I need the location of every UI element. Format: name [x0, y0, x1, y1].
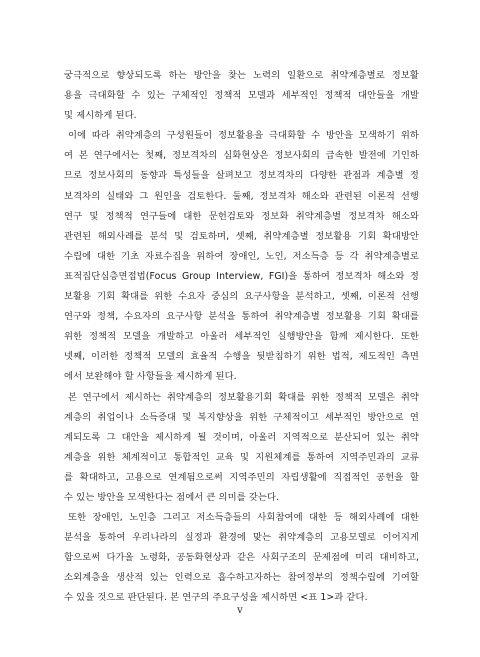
text-line: 넷째, 이러한 정책적 모델의 효율적 수행을 뒷받침하기 위한 법적, 제도적인 측면	[64, 351, 419, 363]
text-line: 용을 극대화할 수 있는 구체적인 정책적 모델과 세부적인 정책적 대안들을 개발	[64, 90, 419, 102]
paragraph-3	[64, 388, 419, 509]
text-line: 함으로써 다가올 노령화, 공동화현상과 같은 사회구조의 문제점에 미리 대비하고,	[64, 552, 419, 564]
text-line: 이에 따라 취약계층의 구성원들이 정보활용을 극대화할 수 방안을 모색하기 위하	[68, 130, 419, 142]
paragraph-1	[64, 66, 419, 126]
text-line: 여 본 연구에서는 첫째, 정보격차의 심화현상은 정보사회의 급속한 발전에 기인하	[64, 150, 419, 162]
text-line: 관련된 해외사례를 분석 및 검토하며, 셋째, 취약계층별 정보활용 기회 확대방안	[64, 230, 419, 242]
text-line: 계되도록 그 대안을 제시하게 될 것이며, 아울러 지역적으로 분산되어 있는 취약	[64, 431, 419, 443]
text-line: 수 있을 것으로 판단된다. 본 연구의 주요구성을 제시하면 <표 1>과 같다.	[64, 592, 368, 604]
text-line: 또한 장애인, 노인층 그리고 저소득층들의 사회참여에 대한 등 해외사례에 대한	[68, 512, 419, 524]
text-line: 를 확대하고, 고용으로 연계됨으로써 지역주민의 자립생활에 직접적인 공헌을 할	[64, 471, 419, 483]
page-number: v	[237, 605, 243, 616]
body-text	[64, 66, 419, 609]
text-line: 분석을 통하여 우리나라의 실정과 환경에 맞는 취약계층의 고용모델로 이어지게	[64, 532, 419, 544]
paragraph-2	[64, 126, 419, 387]
text-line: 계층을 위한 체계적이고 통합적인 교육 및 지원체계를 통하여 지역주민과의 교류	[64, 451, 419, 463]
text-line: 표적집단심층면접법(Focus Group Interview, FGI)을 통하여 정보격차 해소와 정	[64, 270, 419, 282]
text-line: 연구와 정책, 수요자의 요구사항 분석을 통하여 취약계층별 정보활용 기회 확대를	[64, 311, 419, 323]
text-line: 므로 정보사회의 동향과 특성들을 살펴보고 정보격차의 다양한 관점과 계층별 정	[64, 170, 419, 182]
text-line: 보활용 기회 확대를 위한 수요자 중심의 요구사항을 분석하고, 셋째, 이론적 선행	[64, 291, 419, 303]
text-line: 계층의 취업이나 소득증대 및 복지향상을 위한 구체적이고 세부적인 방안으로 연	[64, 411, 419, 423]
text-line: 수 있는 방안을 모색한다는 점에서 큰 의미를 갖는다.	[64, 491, 280, 503]
text-line: 수립에 대한 기초 자료수집을 위하여 장애인, 노인, 저소득층 등 각 취약계층별로	[64, 250, 419, 262]
text-line: 및 제시하게 된다.	[64, 110, 137, 122]
text-line: 궁극적으로 향상되도록 하는 방안을 찾는 노력의 일환으로 취약계층별로 정보활	[64, 70, 419, 81]
text-line: 연구 및 정책적 연구들에 대한 문헌검토와 정보화 취약계층별 정보격차 해소와	[64, 210, 419, 222]
text-line: 위한 정책적 모델을 개발하고 아울러 세부적인 실행방안을 함께 제시한다. 또한	[64, 331, 419, 343]
text-line: 소외계층을 생산적 있는 인력으로 흡수하고자하는 참여정부의 정책수립에 기여할	[64, 572, 419, 584]
text-line: 보격차의 실태와 그 원인을 검토한다. 둘째, 정보격차 해소와 관련된 이론적 선행	[64, 190, 419, 202]
text-line: 본 연구에서 제시하는 취약계층의 정보활용기회 확대를 위한 정책적 모델은 취약	[68, 391, 419, 403]
text-line: 에서 보완해야 할 사항들을 제시하게 된다.	[64, 371, 237, 383]
paragraph-4	[64, 508, 419, 608]
